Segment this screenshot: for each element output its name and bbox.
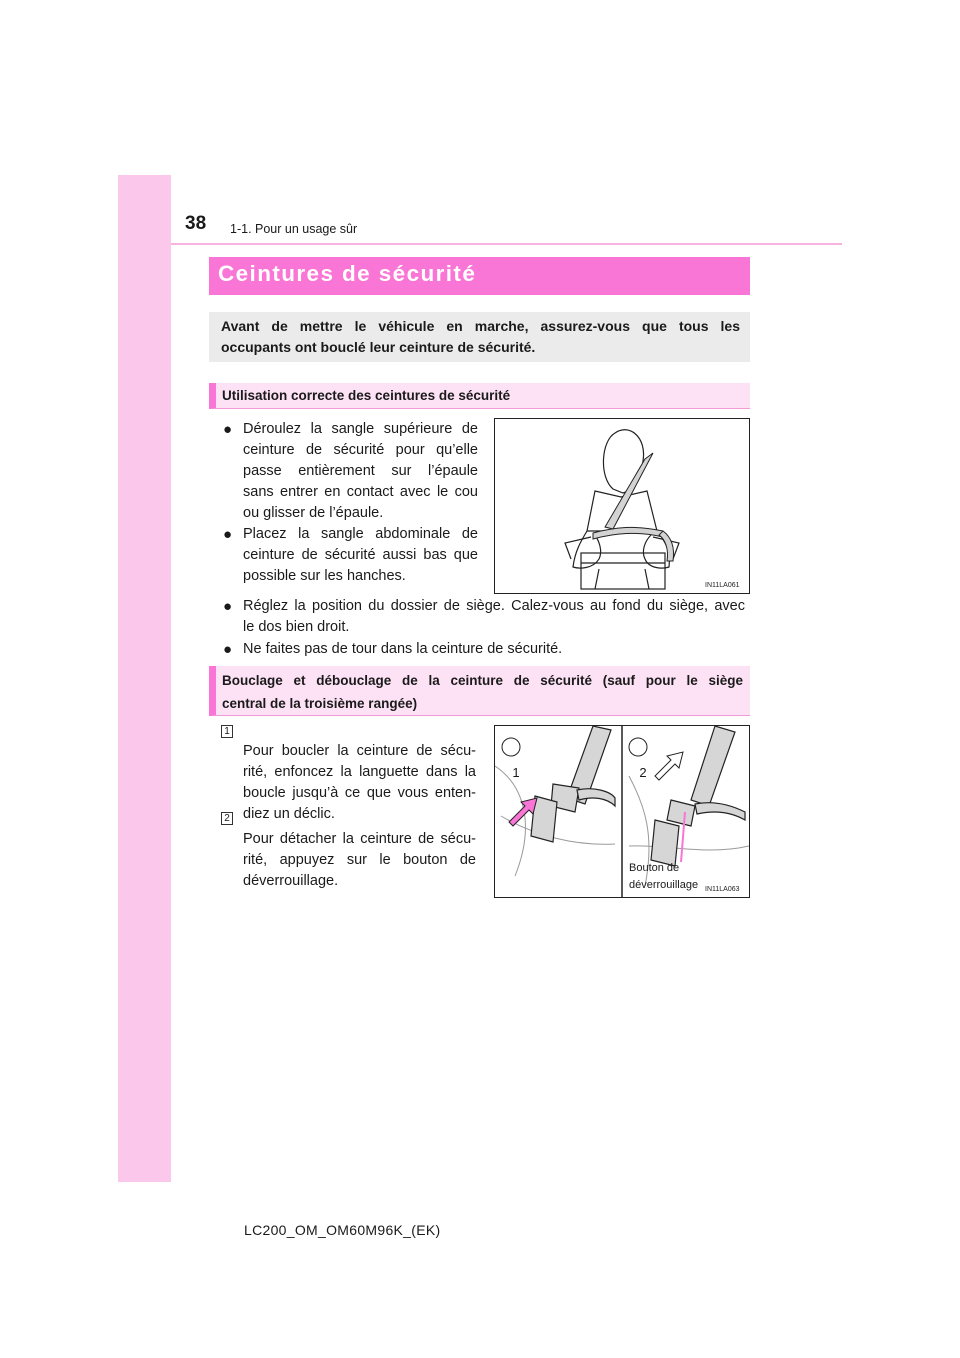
bullet-2-line-2: ceinture de sécurité aussi bas que xyxy=(243,547,478,563)
buckle-drawing xyxy=(495,726,749,897)
bullet-2-line-1: Placez la sangle abdominale de xyxy=(243,526,478,542)
intro-line-1: Avant de mettre le véhicule en marche, assurez-vous que tous les xyxy=(221,318,740,334)
breadcrumb: 1-1. Pour un usage sûr xyxy=(230,222,358,236)
step-1-line-3: boucle jusqu’à ce que vous enten- xyxy=(243,785,476,801)
subsection-heading: Utilisation correcte des ceintures de sécurité xyxy=(222,388,511,403)
figure-code: IN11LA063 xyxy=(705,886,740,893)
side-tab xyxy=(118,175,171,1182)
callout-line-2: déverrouillage xyxy=(629,879,699,891)
subsection-heading-line-1: Bouclage et débouclage de la ceinture de sécurité (sauf pour le siège xyxy=(222,673,743,688)
seated-occupant-drawing xyxy=(495,419,749,593)
step-number: 2 xyxy=(221,812,233,825)
figure-code: IN11LA061 xyxy=(705,582,740,589)
figure-label-1: 1 xyxy=(512,765,520,780)
bullet-3-line-1: Réglez la position du dossier de siège. Calez-vous au fond du siège, avec xyxy=(243,598,745,614)
figure-label-2: 2 xyxy=(639,765,647,780)
bullet-icon: ● xyxy=(223,598,233,615)
step-1-line-2: rité, enfoncez la languette dans la xyxy=(243,764,476,780)
bullet-1-line-1: Déroulez la sangle supérieure de xyxy=(243,421,478,437)
bullet-1-line-3: passe entièrement sur l’épaule xyxy=(243,463,478,479)
bullet-2-line-3: possible sur les hanches. xyxy=(243,568,406,584)
header-divider xyxy=(171,243,842,245)
bullet-1-line-2: ceinture de sécurité pour qu’elle xyxy=(243,442,478,458)
bullet-icon: ● xyxy=(223,526,233,543)
bullet-icon: ● xyxy=(223,421,233,438)
document-code: LC200_OM_OM60M96K_(EK) xyxy=(244,1222,441,1238)
step-1-line-4: diez un déclic. xyxy=(243,806,335,822)
step-2-line-2: rité, appuyez sur le bouton de xyxy=(243,852,476,868)
bullet-1-line-4: sans entrer en contact avec le cou xyxy=(243,484,478,500)
page-number: 38 xyxy=(185,213,207,234)
seatbelt-usage-illustration xyxy=(494,418,750,594)
page-title: Ceintures de sécurité xyxy=(218,261,477,286)
step-2-line-3: déverrouillage. xyxy=(243,873,339,889)
subsection-heading-line-2: central de la troisième rangée) xyxy=(222,696,418,711)
bullet-4-line-1: Ne faites pas de tour dans la ceinture de sécurité. xyxy=(243,641,563,657)
step-number: 1 xyxy=(221,725,233,738)
bullet-1-line-5: ou glisser de l’épaule. xyxy=(243,505,384,521)
callout-line-1: Bouton de xyxy=(629,862,680,874)
bullet-3-line-2: le dos bien droit. xyxy=(243,619,350,635)
bullet-icon: ● xyxy=(223,641,233,658)
intro-line-2: occupants ont bouclé leur ceinture de sécurité. xyxy=(221,339,536,355)
step-1-line-1: Pour boucler la ceinture de sécu- xyxy=(243,743,476,759)
step-2-line-1: Pour détacher la ceinture de sécu- xyxy=(243,831,476,847)
buckle-illustration xyxy=(494,725,750,898)
